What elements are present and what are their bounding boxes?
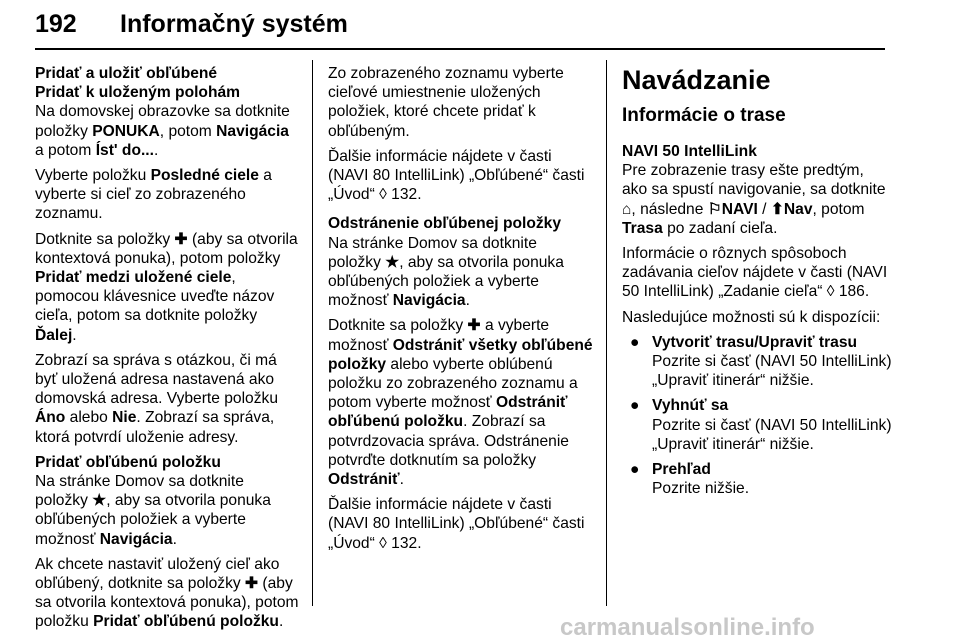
column-left xyxy=(35,64,301,638)
section-heading: Pridať a uložiť obľúbené xyxy=(35,65,218,82)
column-middle xyxy=(328,64,594,559)
bullet-icon: ● xyxy=(630,397,640,415)
home-icon: ⌂ xyxy=(622,200,632,218)
plus-icon: ✚ xyxy=(467,317,481,335)
section-heading: Odstránenie obľúbenej položky xyxy=(328,215,562,233)
page-number: 192 xyxy=(35,10,77,38)
page-header xyxy=(35,10,885,46)
column-divider-1 xyxy=(312,60,313,606)
chapter-title: Informačný systém xyxy=(120,10,348,38)
paragraph: Zo zobrazeného zoznamu vyberte cieľové umiestnenie uložených položiek, ktoré chcete pridať k obľúbeným. xyxy=(328,65,564,140)
paragraph: Informácie o rôznych spôsoboch zadávania cieľov nájdete v časti (NAVI 50 IntelliLink) „Zadanie cieľa“ ◊ 186. xyxy=(622,245,888,301)
chapter-heading: Navádzanie xyxy=(622,65,771,95)
page-reference-icon: ◊ xyxy=(379,534,387,552)
paragraph: Pre zobrazenie trasy ešte predtým, ako sa spustí navigovanie, sa dotknite ⌂, následne ⚐NAVI / ⬆Nav, potom Trasa po zadaní cieľa. xyxy=(622,162,886,237)
section-heading: Informácie o trase xyxy=(622,105,786,126)
paragraph: Nasledujúce možnosti sú k dispozícii: xyxy=(622,308,881,326)
bullet-title: Prehľad xyxy=(652,461,711,479)
bullet-title: Vytvoriť trasu/Upraviť trasu xyxy=(652,333,858,351)
bullet-item xyxy=(622,333,892,391)
paragraph: Na stránke Domov sa dotknite položky ★, aby sa otvorila ponuka obľúbených položiek a vyberte možnosť Navigácia. xyxy=(328,234,564,310)
column-right xyxy=(622,64,892,504)
subsection-heading: NAVI 50 IntelliLink xyxy=(622,143,757,160)
paragraph: Ďalšie informácie nájdete v časti (NAVI 80 IntelliLink) „Obľúbené“ časti „Úvod“ ◊ 132. xyxy=(328,147,585,204)
page-reference-icon: ◊ xyxy=(826,283,835,301)
star-icon: ★ xyxy=(385,253,400,271)
bullet-icon: ● xyxy=(630,333,640,351)
paragraph: Vyberte položku Posledné ciele a vyberte si cieľ zo zobrazeného zoznamu. xyxy=(35,167,272,223)
subsection-heading: Pridať obľúbenú položku xyxy=(35,453,221,471)
plus-icon: ✚ xyxy=(174,230,188,248)
paragraph: Dotknite sa položky ✚ a vyberte možnosť Odstrániť všetky obľúbené položky alebo vyberte oblúbenú položku zo zobrazeného zoznamu a potom vyberte možnosť Odstrániť obľúbenú položku. Zobrazí sa potvrdzovacia správa. Odstránenie potvrďte dotknutím sa položky Odstrániť. xyxy=(328,317,593,489)
bullet-text: Pozrite nižšie. xyxy=(652,480,750,498)
bullet-text: Pozrite si časť (NAVI 50 IntelliLink) „Upraviť itinerár“ nižšie. xyxy=(652,353,892,390)
bullet-item xyxy=(622,460,892,498)
paragraph: Ďalšie informácie nájdete v časti (NAVI 80 IntelliLink) „Obľúbené“ časti „Úvod“ ◊ 132. xyxy=(328,496,585,552)
navi-icon: ⚐ xyxy=(707,200,722,218)
plus-icon: ✚ xyxy=(245,575,259,593)
bullet-item xyxy=(622,396,892,454)
paragraph: Na domovskej obrazovke sa dotknite položky PONUKA, potom Navigácia a potom Íst' do.... xyxy=(35,103,290,159)
column-divider-2 xyxy=(606,60,607,606)
header-rule xyxy=(35,48,885,50)
paragraph: Ak chcete nastaviť uložený cieľ ako obľúbený, dotknite sa položky ✚ (aby sa otvorila kontextová ponuka), potom položku Pridať obľúbenú položku. xyxy=(35,555,299,631)
bullet-icon: ● xyxy=(630,461,640,479)
page-reference-icon: ◊ xyxy=(379,186,387,204)
nav-arrow-icon: ⬆ xyxy=(770,200,784,218)
paragraph: Dotknite sa položky ✚ (aby sa otvorila kontextová ponuka), potom položky Pridať medzi uložené ciele, pomocou klávesnice uveďte názov cieľa, potom sa dotknite položky Ďalej. xyxy=(35,230,298,344)
paragraph: Zobrazí sa správa s otázkou, či má byť uložená adresa nastavená ako domovská adresa. Vyberte položku Áno alebo Nie. Zobrazí sa správa, ktorá potvrdí uloženie adresy. xyxy=(35,351,278,446)
subsection-heading: Pridať k uloženým polohám xyxy=(35,84,241,102)
star-icon: ★ xyxy=(92,492,107,510)
watermark: carmanualsonline.info xyxy=(560,614,815,641)
bullet-title: Vyhnúť sa xyxy=(652,397,729,415)
paragraph: Na stránke Domov sa dotknite položky ★, aby sa otvorila ponuka obľúbených položiek a vyberte možnosť Navigácia. xyxy=(35,473,271,548)
bullet-text: Pozrite si časť (NAVI 50 IntelliLink) „Upraviť itinerár“ nižšie. xyxy=(652,416,892,453)
